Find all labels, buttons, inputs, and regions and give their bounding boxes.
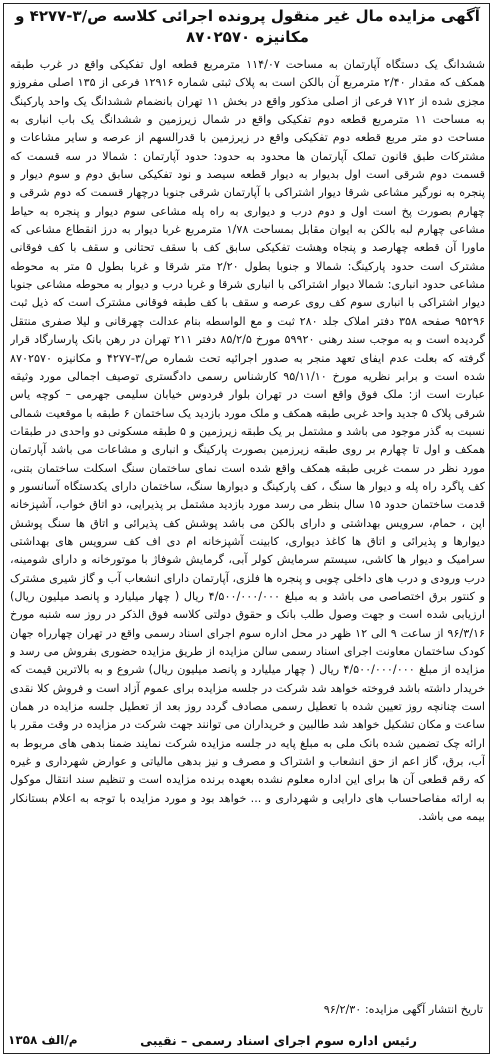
publish-date-line: تاریخ انتشار آگهی مزایده: ۹۶/۲/۳۰ [323,1003,483,1016]
notice-code: م/الف ۱۳۵۸ [8,1033,78,1047]
notice-title: آگهی مزایده مال غیر منقول پرونده اجرائی کلاسه ص/۳-۴۲۷۷ و مکانیزه ۸۷۰۲۵۷۰ [15,7,480,46]
notice-body: ششدانگ یک دستگاه آپارتمان به مساحت ۱۱۴/۰۷ مترمربع قطعه اول تفکیکی واقع در غرب طبقه همکف که مقدار ۲/۴۰ مترمربع آن بالکن است به پلاک ثبتی شماره ۱۲۹۱۶ فرعی از ۱۳۵ اصلی مفروزو مجزی شده از ۷۱۲ فرعی از اصلی مذکور واقع در بخش ۱۱ تهران بانضمام ششدانگ یک واحد پارکینگ به مساحت ۱۱ مترمربع قطعه دوم تفکیکی واقع در شمال زیرزمین و ششدانگ یک باب انباری به مساحت دو متر مربع قطعه دوم تفکیکی واقع در زیرزمین با قدرالسهم از عرصه و سایر مشاعات و مشترکات طبق قانون تملک آپارتمان ها محدود به حدود: حدود آپارتمان : شمالا در سه قسمت که قسمت دوم شرقی است اول بدیوار به دیوار قطعه سیصد و نود تفکیکی سابق دوم و سوم دیوار و پنجره به نورگیر مشاعی شرقا دیوار اشتراکی با آپارتمان شرقی جنوبا درچهار قسمت که دوم شرقی و چهارم بصورت پخ است اول و دوم درب و دیواری به راه پله مشاعی سوم دیوار و پنجره به حیاط مشاعی چهارم لبه بالکن به ایوان مقابل بمساحت ۱/۷۸ مترمربع غربا دیوار به درز انقطاع مشاعی که ماورا آن قطعه چهارصد و پنجاه وهشت تفکیکی سابق کف با سقف تحتانی و سقف با کف فوقانی مشترک است حدود پارکینگ: شمالا و جنوبا بطول ۲/۲۰ متر شرقا و غربا بطول ۵ متر به محوطه مشاعی حدود انباری: شمالا دیوار اشتراکی با انباری شرقا و غربا درب و دیوار به محوطه مشاعی جنوبا دیوار اشتراکی با انباری سوم کف روی عرصه و سقف با کف طبقه فوقانی مشترک است که ذیل ثبت ۹۵۲۹۶ صفحه ۳۵۸ دفتر املاک جلد ۲۸۰ ثبت و مع الواسطه بنام عدالت چهرقانی و لیلا صفری منتقل گردیده است و به موجب سند رهنی ۵۹۹۲۰ مورخ ۸۵/۲/۵ دفتر ۲۱۱ تهران در رهن بانک پارسارگاد قرار گرفته که بعلت عدم ایفای تعهد منجر به صدور اجرائیه تحت شماره ص/۳-۴۲۷۷ و مکانیزه ۸۷۰۲۵۷۰ شده است و برابر نظریه مورخ ۹۵/۱۱/۱۰ کارشناس رسمی دادگستری توصیف اجمالی مورد وثیقه عبارت است از: ملک فوق واقع است در تهران بلوار فردوس خیابان سلیمی جهرمی – کوچه یاس شرقی پلاک ۵ جدید واحد غربی طبقه همکف و ملک مورد بازدید یک ساختمان ۶ طبقه با موقعیت شمالی نسبت به گذر موجود می باشد و مشتمل بر یک طبقه زیرزمین و ۵ طبقه مسکونی دو واحدی در طبقات همکف و اول تا چهارم بر روی طبقه زیرزمین بصورت پارکینگ و انباری و مشاعات می باشد آپارتمان مورد نظر در سمت غربی طبقه همکف واقع شده است نمای ساختمان سنگ اسکلت ساختمان بتنی، کف پاگرد راه پله و دیوار ها سنگ ، کف پارکینگ و دیوارها سنگ، ساختمان دارای یکدستگاه آسانسور و قدمت ساختمان حدود ۱۵ سال بنظر می رسد مورد بازدید مشتمل بر پذیرایی، دو اتاق خواب، آشپزخانه اپن ، حمام، سرویس بهداشتی و دارای بالکن می باشد پوشش کف پذیرائی و اتاق ها سنگ پوشش دیوارها و پذیرائی و اتاق ها کاغذ دیواری، کابینت آشپزخانه ام دی اف کف سرویس های بهداشتی سرامیک و دیوار ها کاشی، سیستم سرمایش کولر آبی، گرمایش شوفاژ با موتورخانه و دارای شومینه، درب ورودی و درب های داخلی چوبی و پنجره ها فلزی، آپارتمان دارای انشعاب آب و گاز شیری مشترک و کنتور برق اختصاصی می باشد و به مبلغ ۴/۵۰۰/۰۰۰/۰۰۰ ریال ( چهار میلیارد و پانصد میلیون ریال) ارزیابی شده است و جهت وصول طلب بانک و حقوق دولتی کلاسه فوق الذکر در روز سه شنبه مورخ ۹۶/۳/۱۶ از ساعت ۹ الی ۱۲ ظهر در محل اداره سوم اجرای اسناد رسمی واقع در تهران چهارراه جهان کودک ساختمان معاونت اجرای اسناد رسمی سالن مزایده از طریق مزایده حضوری بفروش می رسد و مزایده از مبلغ ۴/۵۰۰/۰۰۰/۰۰۰ ریال ( چهار میلیارد و پانصد میلیون ریال) شروع و به بالاترین قیمت که خریدار داشته باشد فروخته خواهد شد شرکت در جلسه مزایده برای عموم آزاد است و فروش کلا نقدی است چنانچه روز تعیین شده با تعطیل رسمی مصادف گردد روز بعد از تعطیل جلسه مزایده در همان ساعت و مکان تشکیل خواهد شد طالبین و خریداران می توانند جهت شرکت در مزایده در وقت مقرر با ارائه چک تضمین شده بانک ملی به مبلغ پایه در جلسه مزایده شرکت نمایند ضمنا بدهی های مربوط به آب، برق، گاز اعم از حق انشعاب و اشتراک و مصرف و نیز بدهی مالیاتی و عوارض شهرداری و غیره که رقم قطعی آن ها برای این اداره معلوم نشده بعهده برنده مزایده است و تنظیم سند انتقال موکول به ارائه مفاصاحساب های دارایی و شهرداری و ... خواهد بود و مورد مزایده با توجه به اعلام بستانکار بیمه می باشد. [10,58,485,824]
signature: رئیس اداره سوم اجرای اسناد رسمی – نقیبی [140,1033,417,1048]
notice-footer [8,1033,487,1053]
